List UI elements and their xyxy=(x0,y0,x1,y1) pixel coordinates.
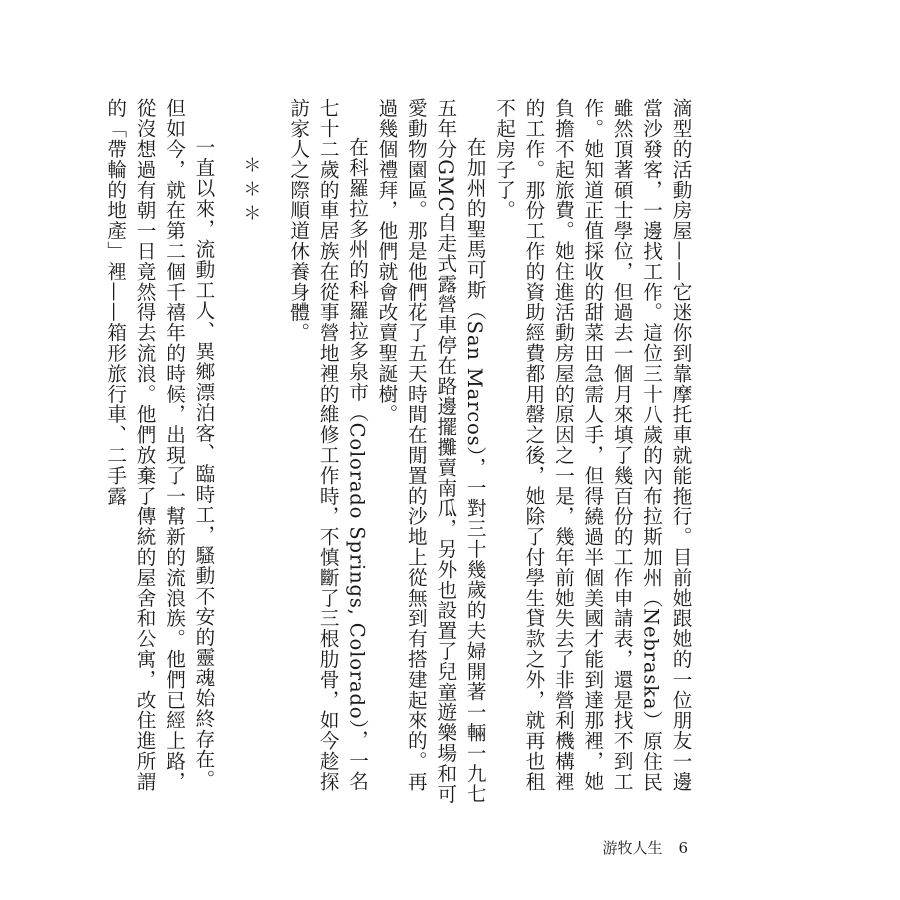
vertical-text-block xyxy=(103,98,695,810)
paragraph-4: 一直以來，流動工人、異鄉漂泊客、臨時工，騷動不安的靈魂始終存在。但如今，就在第二個千禧年的時候，出現了一幫新的流浪族。他們已經上路，從沒想過有朝一日竟然得去流浪。他們放棄了傳統的屋舍和公寓，改住進所謂的「帶輪的地產」裡——箱形旅行車、二手露 xyxy=(103,98,215,792)
paragraph-2: 在加州的聖馬可斯（San Marcos），一對三十幾歲的夫婦開著一輛一九七五年分GMC自走式露營車停在路邊擺攤賣南瓜，另外也設置了兒童遊樂場和可愛動物園區。那是他們花了五天時間在閒置的沙地上從無到有搭建起來的。再過幾個禮拜，他們就會改賣聖誕樹。 xyxy=(374,98,487,805)
page-number: 6 xyxy=(678,839,688,857)
paragraph-3: 在科羅拉多州的科羅拉多泉市（Colorado Springs, Colorado），一名七十二歲的車居族在從事營地裡的維修工作時，不慎斷了三根肋骨，如今趁探訪家人之際順道休養身體。 xyxy=(286,98,369,792)
running-title: 游牧人生 xyxy=(602,839,663,857)
page-footer xyxy=(602,837,688,858)
section-separator: ＊＊＊ xyxy=(240,156,262,228)
paragraph-1: 滴型的活動房屋——它迷你到靠摩托車就能拖行。目前她跟她的一位朋友一邊當沙發客，一邊找工作。這位三十八歲的內布拉斯加州（Nebraska）原住民雖然頂著碩士學位，但過去一個月來填了幾百份的工作申請表，還是找不到工作。她知道正值採收的甜菜田急需人手，但得繞過半個美國才能到達那裡，她負擔不起旅費。她住進活動房屋的原因之一是，幾年前她失去了非營利機構裡的工作。那份工作的資助經費都用罄之後，她除了付學生貸款之外，就再也租不起房子了。 xyxy=(492,98,692,792)
